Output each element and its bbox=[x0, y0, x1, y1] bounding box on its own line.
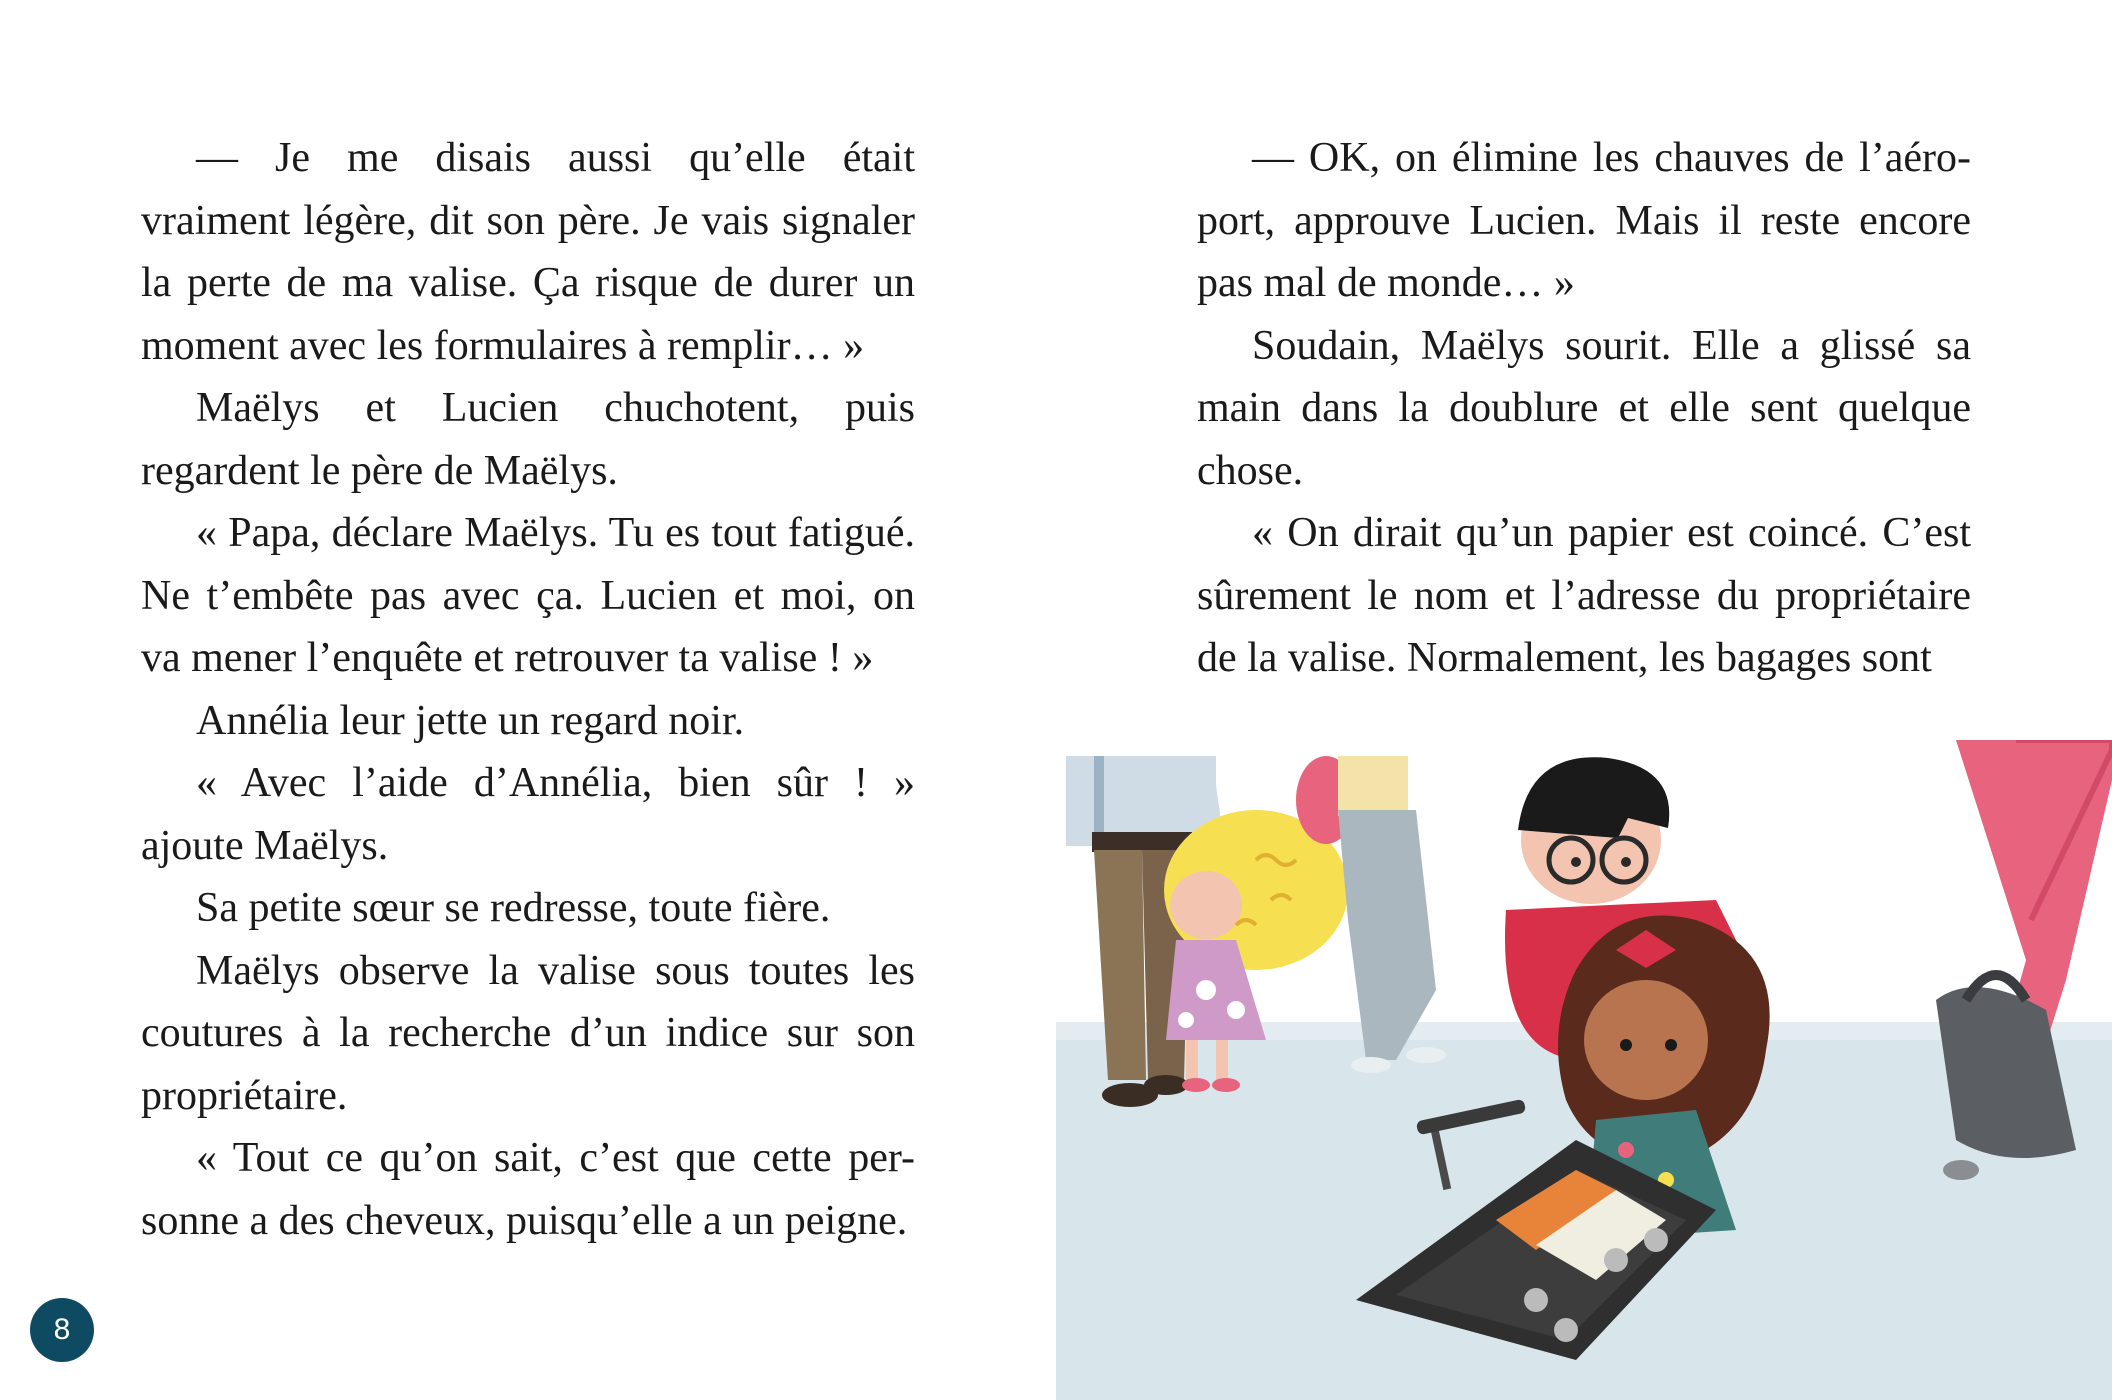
paragraph: « Avec l’aide d’Annélia, bien sûr ! » ajoute Maëlys. bbox=[141, 760, 915, 869]
right-page-text bbox=[1197, 127, 1971, 690]
paragraph: Maëlys et Lucien chuchotent, puis regardent le père de Maëlys. bbox=[141, 385, 915, 494]
paragraph: Maëlys observe la valise sous toutes les coutures à la recherche d’un indice sur son propriétaire. bbox=[141, 947, 915, 1119]
paragraph: « Tout ce qu’on sait, c’est que cette per-sonne a des cheveux, puisqu’elle a un peigne. bbox=[141, 1135, 915, 1244]
paragraph: Sa petite sœur se redresse, toute fière. bbox=[196, 885, 831, 931]
paragraph: Soudain, Maëlys sourit. Elle a glissé sa main dans la doublure et elle sent quelque chose. bbox=[1197, 322, 1971, 494]
paragraph: Annélia leur jette un regard noir. bbox=[196, 697, 745, 744]
paragraph: — OK, on élimine les chauves de l’aéro-port, approuve Lucien. Mais il reste encore pas mal de monde… » bbox=[1197, 135, 1971, 306]
paragraph: « On dirait qu’un papier est coincé. C’est sûrement le nom et l’adresse du propriétaire de la valise. Normalement, les bagages sont bbox=[1197, 510, 1971, 681]
paragraph: — Je me disais aussi qu’elle était vraiment légère, dit son père. Je vais signaler la perte de ma valise. Ça risque de durer un moment avec les formulaires à remplir… » bbox=[141, 135, 915, 369]
right-page bbox=[1056, 0, 2112, 1400]
paragraph: « Papa, déclare Maëlys. Tu es tout fatigué. Ne t’embête pas avec ça. Lucien et moi, on va mener l’enquête et retrouver ta valise ! » bbox=[141, 510, 915, 681]
left-page-text bbox=[141, 127, 915, 1252]
airport-illustration bbox=[1056, 740, 2112, 1400]
page-number-badge: 8 bbox=[30, 1298, 94, 1362]
